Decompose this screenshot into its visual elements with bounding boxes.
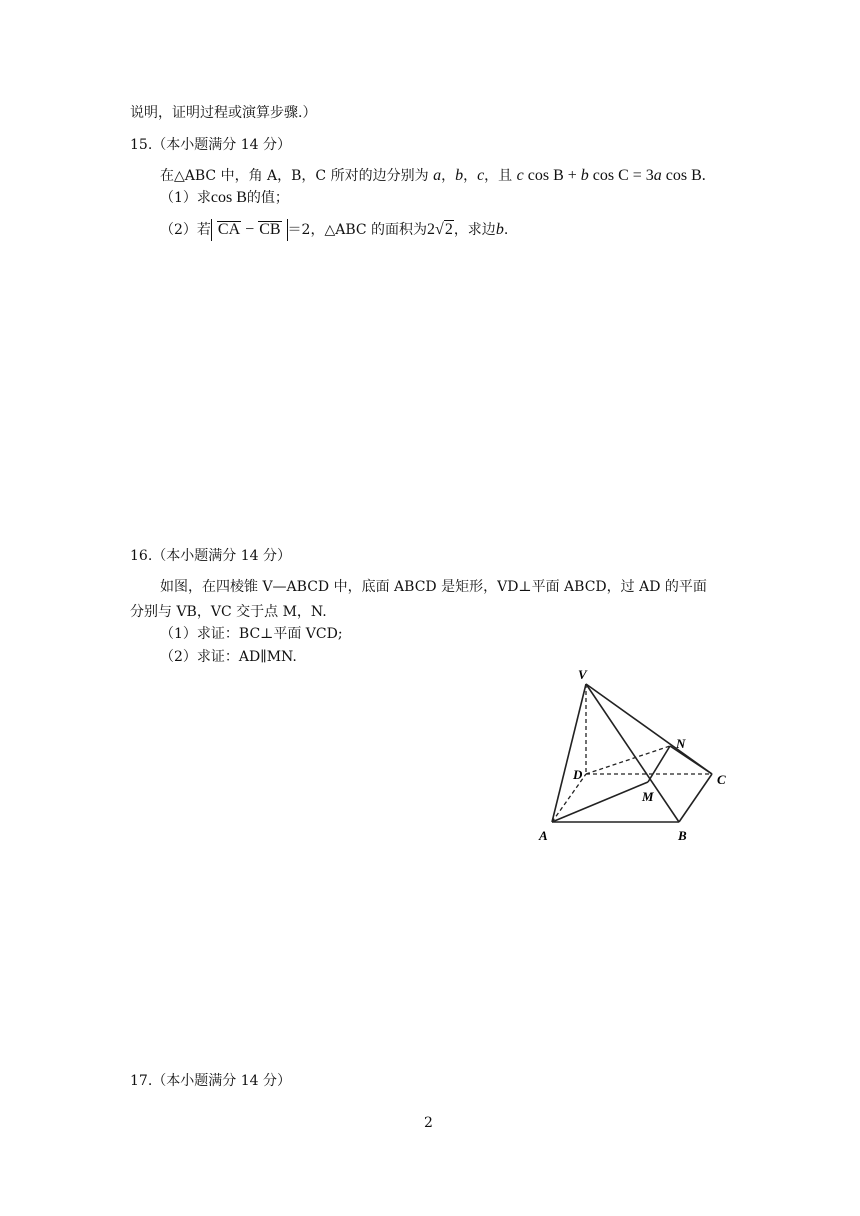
- q16-stem-line2: 分别与 VB，VC 交于点 M，N.: [130, 604, 327, 620]
- q17-heading: 17.（本小题满分 14 分）: [130, 1073, 291, 1089]
- q15-part1: （1）求cos B的值；: [160, 189, 289, 206]
- and-text: ，且: [484, 168, 513, 184]
- pyramid-figure: [530, 660, 740, 850]
- var-c: c: [477, 167, 485, 184]
- area-value: 2√2: [427, 221, 453, 238]
- page-number: 2: [424, 1115, 433, 1131]
- q15-stem-prefix: 在△ABC 中，角 A，B，C 所对的边分别为: [160, 168, 429, 184]
- var-a: a: [433, 167, 442, 184]
- vector-ca: CA: [217, 221, 241, 238]
- q15-stem: [160, 166, 706, 186]
- edge-bc: [679, 774, 712, 822]
- label-m: M: [642, 789, 654, 804]
- label-b: B: [678, 828, 687, 843]
- q16-part1: （1）求证：BC⊥平面 VCD;: [160, 626, 343, 642]
- label-a: A: [539, 828, 548, 843]
- q15-part2: （2）若 CA − CB ＝2，△ABC 的面积为2√2，求边b.: [160, 219, 508, 241]
- edge-mn: [648, 746, 670, 782]
- vector-cb: CB: [259, 221, 281, 238]
- vector-difference-abs: CA − CB: [211, 219, 288, 241]
- var-b: b: [455, 167, 464, 184]
- sep: ，: [441, 168, 456, 184]
- q15-formula: c cos B + b cos C = 3a cos B.: [516, 167, 706, 184]
- var-b-answer: b: [495, 221, 504, 238]
- label-v: V: [578, 667, 587, 682]
- label-n: N: [676, 736, 686, 751]
- q16-stem-line1: 如图，在四棱锥 V—ABCD 中，底面 ABCD 是矩形，VD⊥平面 ABCD，过 AD 的平面: [160, 579, 707, 595]
- label-c: C: [717, 772, 726, 787]
- edge-va: [552, 684, 586, 822]
- cosb-math: cos B: [210, 189, 247, 206]
- edge-dn: [586, 746, 670, 774]
- q15-heading: 15.（本小题满分 14 分）: [130, 137, 291, 153]
- sep: ，: [463, 168, 478, 184]
- q16-part2: （2）求证：AD∥MN.: [160, 649, 297, 665]
- q16-heading: 16.（本小题满分 14 分）: [130, 548, 291, 564]
- label-d: D: [573, 767, 583, 782]
- continuation-text: 说明，证明过程或演算步骤.）: [130, 105, 317, 121]
